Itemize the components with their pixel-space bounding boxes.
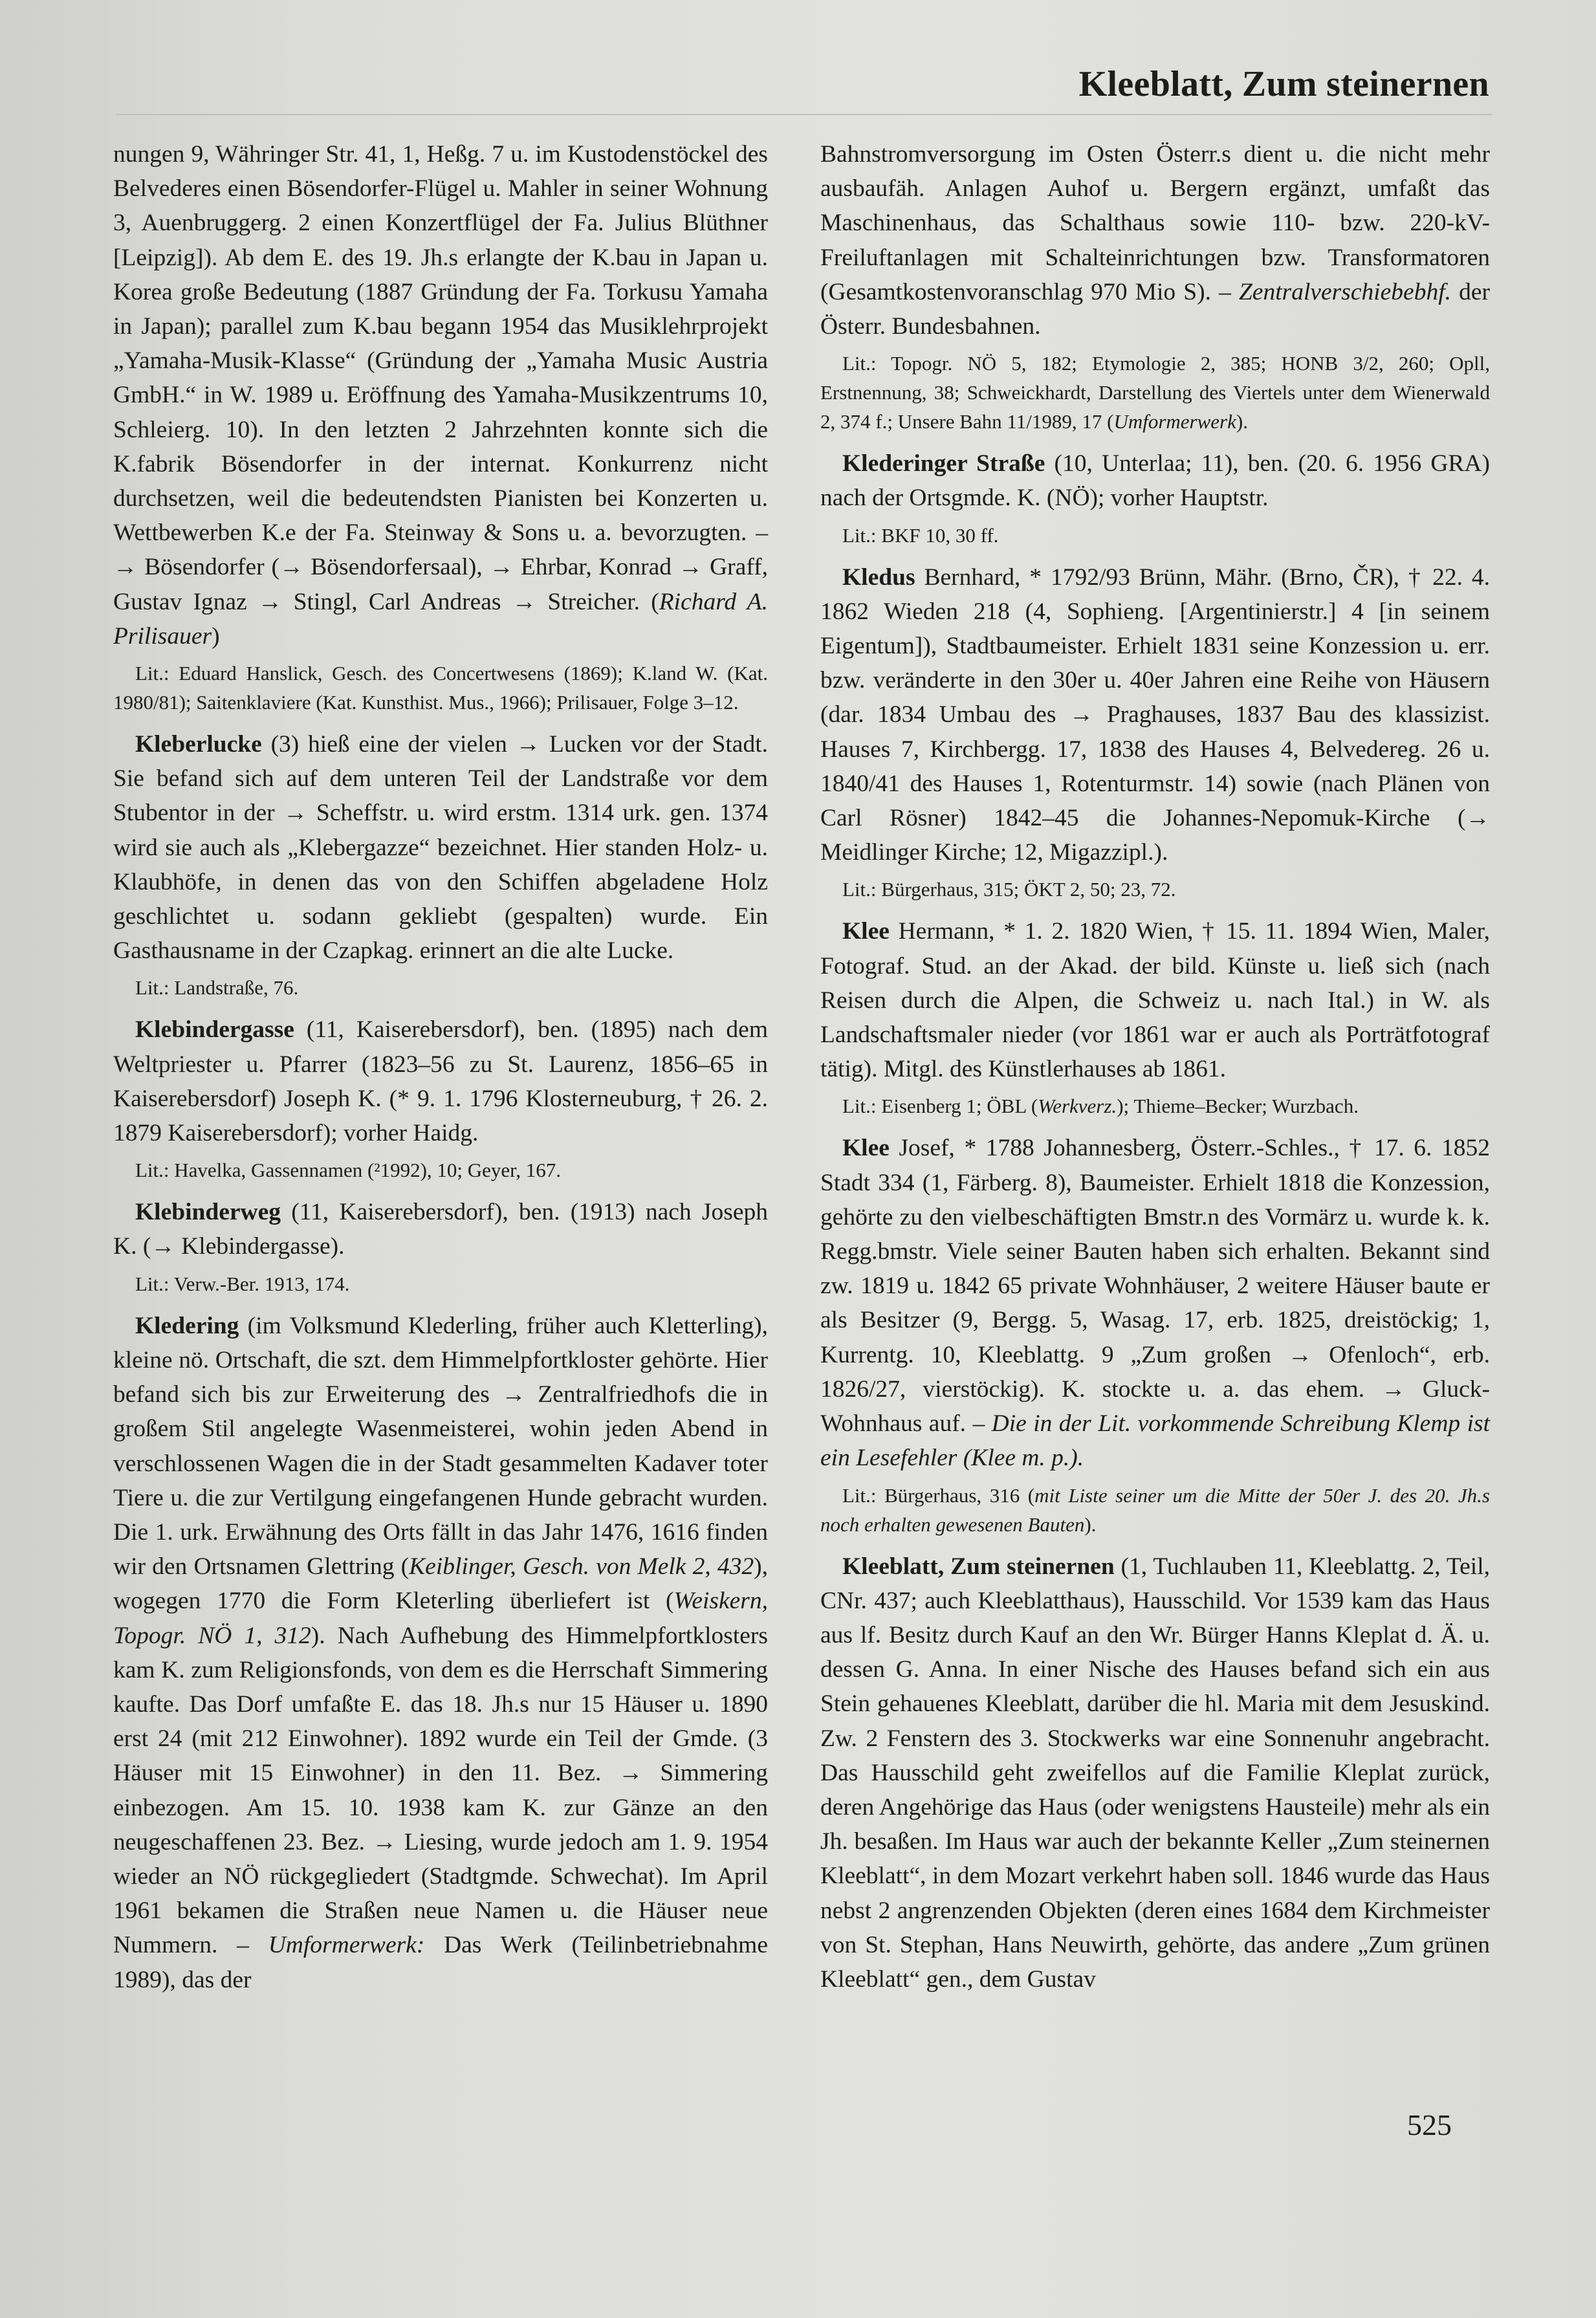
headword: Kledering bbox=[135, 1312, 239, 1339]
headword: Kleberlucke bbox=[135, 731, 262, 758]
entry-kledering bbox=[113, 1309, 768, 1997]
editor-note: Die in der Lit. vorkommende Schreibung Klemp ist ein Lesefehler (Klee m. p.). bbox=[820, 1410, 1490, 1472]
literature-reference bbox=[820, 1481, 1490, 1539]
entry-text: ) bbox=[212, 622, 220, 650]
entry-klee-josef bbox=[820, 1131, 1490, 1475]
lit-text: ); Thieme–Becker; Wurzbach. bbox=[1117, 1095, 1359, 1118]
headword: Klederinger Straße bbox=[842, 450, 1045, 477]
literature-reference: Lit.: Landstraße, 76. bbox=[135, 976, 299, 1000]
lit-text: Lit.: Bürgerhaus, 316 ( bbox=[842, 1483, 1035, 1507]
lit-italic: mit Liste seiner um die Mitte der 50er J. des 20. Jh.s noch erhalten gewesenen Bauten bbox=[820, 1483, 1490, 1536]
entry-kleeblatt-zum-steinernen bbox=[820, 1549, 1490, 1997]
entry-text: Hermann, * 1. 2. 1820 Wien, † 15. 11. 1894 Wien, Maler, Fotograf. Stud. an der Akad. der bild. Künste u. ließ sich (nach Reisen durch die Alpen, die Schweiz u. nach Ital.) in W. als Landschaftsmaler nieder (vor 1861 war er auch als Porträtfotograf tätig). Mitgl. des Künstlerhauses ab 1861. bbox=[820, 918, 1490, 1083]
entry-text: (3) hieß eine der vielen → Lucken vor der Stadt. Sie befand sich auf dem unteren Teil der Landstraße vor dem Stubentor in der → Scheffstr. u. wird erstm. 1314 urk. gen. 1374 wird sie auch als „Klebergazze“ bezeichnet. Hier standen Holz- u. Klaubhöfe, in denen das von den Schiffen abgeladene Holz geschlichtet u. sodann gekliebt (gespalten) wurde. Ein Gasthausname in der Czapkag. erinnert an die alte Lucke. bbox=[113, 731, 768, 965]
literature-reference: Lit.: BKF 10, 30 ff. bbox=[842, 523, 999, 547]
entry-kleberlucke bbox=[113, 727, 768, 968]
entry-text: ), wogegen 1770 die Form Kleterling überliefert ist ( bbox=[113, 1553, 768, 1615]
entry-text: Das Werk (Teilinbetriebnahme 1989), das der bbox=[113, 1932, 768, 1993]
entry-text: nungen 9, Währinger Str. 41, 1, Heßg. 7 u. im Kustodenstöckel des Belvederes einen Bösendorfer-Flügel u. Mahler in seiner Wohnung 3, Auenbruggerg. 2 einen Konzertflügel der Fa. Julius Blüthner [Leipzig]). Ab dem E. des 19. Jh.s erlangte der K.bau in Japan u. Korea große Bedeutung (1887 Gründung der Fa. Torkusu Yamaha in Japan); parallel zum K.bau begann 1954 das Musiklehrprojekt „Yamaha-Musik-Klasse“ (Gründung der „Yamaha Music Austria GmbH.“ in W. 1989 u. Eröffnung des Yamaha-Musikzentrums 10, Schleierg. 10). In den letzten 2 Jahrzehnten konnte sich die K.fabrik Bösendorfer in der internat. Konkurrenz nicht durchsetzen, weil die bedeutendsten Pianisten bei Konzerten u. Wettbewerben K.e der Fa. Steinway & Sons u. a. bevorzugten. – → Bösendorfer (→ Bösendorfersaal), → Ehrbar, Konrad → Graff, Gustav Ignaz → Stingl, Carl Andreas → Streicher. ( bbox=[113, 141, 768, 615]
headword: Klebinderweg bbox=[135, 1199, 281, 1226]
column-gutter bbox=[801, 139, 802, 2196]
literature-reference: Lit.: Bürgerhaus, 315; ÖKT 2, 50; 23, 72. bbox=[842, 878, 1176, 901]
lit-italic: Umformerwerk bbox=[1113, 410, 1236, 433]
lit-text: ). bbox=[1084, 1513, 1097, 1536]
headword: Klee bbox=[842, 918, 890, 945]
headword: Kleeblatt, Zum steinernen bbox=[842, 1553, 1115, 1580]
literature-reference bbox=[820, 1091, 1490, 1121]
entry-klee-hermann bbox=[820, 914, 1490, 1086]
entry-klebindergasse bbox=[113, 1012, 768, 1150]
literature-reference: Lit.: Havelka, Gassennamen (²1992), 10; Geyer, 167. bbox=[135, 1159, 562, 1182]
right-column bbox=[820, 137, 1490, 1996]
header-rule bbox=[116, 114, 1492, 115]
headword: Klee bbox=[842, 1135, 890, 1162]
cross-reference: Zentralverschiebebhf. bbox=[1238, 278, 1451, 305]
entry-text: der Österr. Bundesbahnen. bbox=[820, 278, 1490, 340]
entry-text: Bahnstromversorgung im Osten Österr.s dient u. die nicht mehr ausbaufäh. Anlagen Auhof u. Bergern ergänzt, umfaßt das Maschinenhaus, das Schalthaus sowie 110- bzw. 220-kV-Freiluftanlagen mit Schalteinrichtungen bzw. Transformatoren (Gesamtkostenvoranschlag 970 Mio S). – bbox=[820, 141, 1490, 305]
citation: Weiskern, Topogr. NÖ 1, 312 bbox=[113, 1588, 768, 1649]
entry-continuation bbox=[820, 137, 1490, 344]
entry-text: (11, Kaiserebersdorf), ben. (1913) nach Joseph K. (→ Klebindergasse). bbox=[113, 1199, 768, 1260]
lit-text: Lit.: Eisenberg 1; ÖBL ( bbox=[842, 1095, 1038, 1118]
entry-kledus bbox=[820, 560, 1490, 870]
literature-reference: Lit.: Eduard Hanslick, Gesch. des Concertwesens (1869); K.land W. (Kat. 1980/81); Saitenklaviere (Kat. Kunsthist. Mus., 1966); Prilisauer, Folge 3–12. bbox=[113, 662, 768, 714]
entry-text: Bernhard, * 1792/93 Brünn, Mähr. (Brno, ČR), † 22. 4. 1862 Wieden 218 (4, Sophieng. [Argentinierstr.] 4 [in seinem Eigentum]), Stadtbaumeister. Erhielt 1831 seine Konzession u. err. bzw. veränderte in den 30er u. 40er Jahren eine Reihe von Häusern (dar. 1834 Umbau des → Praghauses, 1837 Bau des klassizist. Hauses 7, Kirchbergg. 17, 1838 des Hauses 4, Belvedereg. 26 u. 1840/41 des Hauses 1, Rotenturmstr. 14) sowie (nach Plänen von Carl Rösner) 1842–45 die Johannes-Nepomuk-Kirche (→ Meidlinger Kirche; 12, Migazzipl.). bbox=[820, 563, 1490, 866]
citation: Keiblinger, Gesch. von Melk 2, 432 bbox=[409, 1553, 754, 1580]
lit-text: ). bbox=[1236, 410, 1248, 433]
entry-klebinderweg bbox=[113, 1195, 768, 1263]
headword: Klebindergasse bbox=[135, 1016, 294, 1044]
lit-text: Lit.: Topogr. NÖ 5, 182; Etymologie 2, 385; HONB 3/2, 260; Opll, Erstnennung, 38; Schweickhardt, Darstellung des Viertels unter dem Wienerwald 2, 374 f.; Unsere Bahn 11/1989, 17 ( bbox=[820, 352, 1490, 433]
author-credit: Richard A. Prilisauer bbox=[113, 588, 768, 650]
subheading: Umformerwerk: bbox=[268, 1932, 425, 1959]
literature-reference bbox=[820, 349, 1490, 436]
literature-reference: Lit.: Verw.-Ber. 1913, 174. bbox=[135, 1272, 350, 1295]
page-number: 525 bbox=[1407, 2108, 1452, 2141]
headword: Kledus bbox=[842, 563, 915, 591]
entry-text: (1, Tuchlauben 11, Kleeblattg. 2, Teil, CNr. 437; auch Kleeblatthaus), Hausschild. Vor 1539 kam das Haus aus lf. Besitz durch Kauf an den Wr. Bürger Hanns Kleplat d. Ä. u. dessen G. Anna. In einer Nische des Hauses befand sich ein aus Stein gehauenes Kleeblatt, darüber die hl. Maria mit dem Jesuskind. Zw. 2 Fenstern des 3. Stockwerks war eine Sonnenuhr angebracht. Das Hausschild geht zweifellos auf die Familie Kleplat zurück, deren Angehörige das Haus (oder wenigstens Hausteile) mehr als ein Jh. besaßen. Im Haus war auch der bekannte Keller „Zum steinernen Kleeblatt“, in dem Mozart verkehrt haben soll. 1846 wurde das Haus nebst 2 angrenzenden Objekten (deren eines 1684 dem Kirchmeister von St. Stephan, Hans Neuwirth, gehörte, das andere „Zum grünen Kleeblatt“ gen., dem Gustav bbox=[820, 1553, 1490, 1993]
entry-text: (10, Unterlaa; 11), ben. (20. 6. 1956 GRA) nach der Ortsgmde. K. (NÖ); vorher Hauptstr. bbox=[820, 450, 1490, 512]
entry-klederinger-strasse bbox=[820, 446, 1490, 515]
left-column bbox=[113, 137, 768, 1997]
entry-continuation bbox=[113, 137, 768, 653]
entry-text: Josef, * 1788 Johannesberg, Österr.-Schles., † 17. 6. 1852 Stadt 334 (1, Färberg. 8), Baumeister. Erhielt 1818 die Konzession, gehörte zu den vielbeschäftigten Bmstr.n des Vormärz u. wurde k. k. Regg.bmstr. Viele seiner Bauten haben sich erhalten. Bekannt sind zw. 1819 u. 1842 65 private Wohnhäuser, 2 weitere Häuser baute er als Besitzer (9, Bergg. 5, Wasag. 17, erb. 1825, dreistöckig; 1, Kurrentg. 10, Kleeblattg. 9 „Zum großen → Ofenloch“, erb. 1826/27, vierstöckig). K. stockte u. a. das ehem. → Gluck-Wohnhaus auf. – bbox=[820, 1135, 1490, 1438]
running-head: Kleeblatt, Zum steinernen bbox=[1078, 64, 1489, 104]
entry-text: (11, Kaiserebersdorf), ben. (1895) nach dem Weltpriester u. Pfarrer (1823–56 zu St. Laurenz, 1856–65 in Kaiserebersdorf) Joseph K. (* 9. 1. 1796 Klosterneuburg, † 26. 2. 1879 Kaiserebersdorf); vorher Haidg. bbox=[113, 1016, 768, 1147]
entry-text: ). Nach Aufhebung des Himmelpfortklosters kam K. zum Religionsfonds, von dem es die Herrschaft Simmering kaufte. Das Dorf umfaßte E. das 18. Jh.s nur 15 Häuser u. 1890 erst 24 (mit 212 Einwohner). 1892 wurde ein Teil der Gmde. (3 Häuser mit 15 Einwohner) in den 11. Bez. → Simmering einbezogen. Am 15. 10. 1938 kam K. zur Gänze an den neugeschaffenen 23. Bez. → Liesing, wurde jedoch am 1. 9. 1954 wieder an NÖ rückgegliedert (Stadtgmde. Schwechat). Im April 1961 bekamen die Straßen neue Namen u. die Häuser neue Nummern. – bbox=[113, 1622, 768, 1959]
lit-italic: Werkverz. bbox=[1038, 1095, 1117, 1118]
entry-text: (im Volksmund Klederling, früher auch Kletterling), kleine nö. Ortschaft, die szt. dem Himmelpfortkloster gehörte. Hier befand sich bis zur Erweiterung des → Zentralfriedhofs die in großem Stil angelegte Wasenmeisterei, wohin jeden Abend in verschlossenen Wagen die in der Stadt gesammelten Kadaver toter Tiere u. die zur Vertilgung eingefangenen Hunde gebracht wurden. Die 1. urk. Erwähnung des Orts fällt in das Jahr 1476, 1616 finden wir den Ortsnamen Glettring ( bbox=[113, 1312, 768, 1580]
